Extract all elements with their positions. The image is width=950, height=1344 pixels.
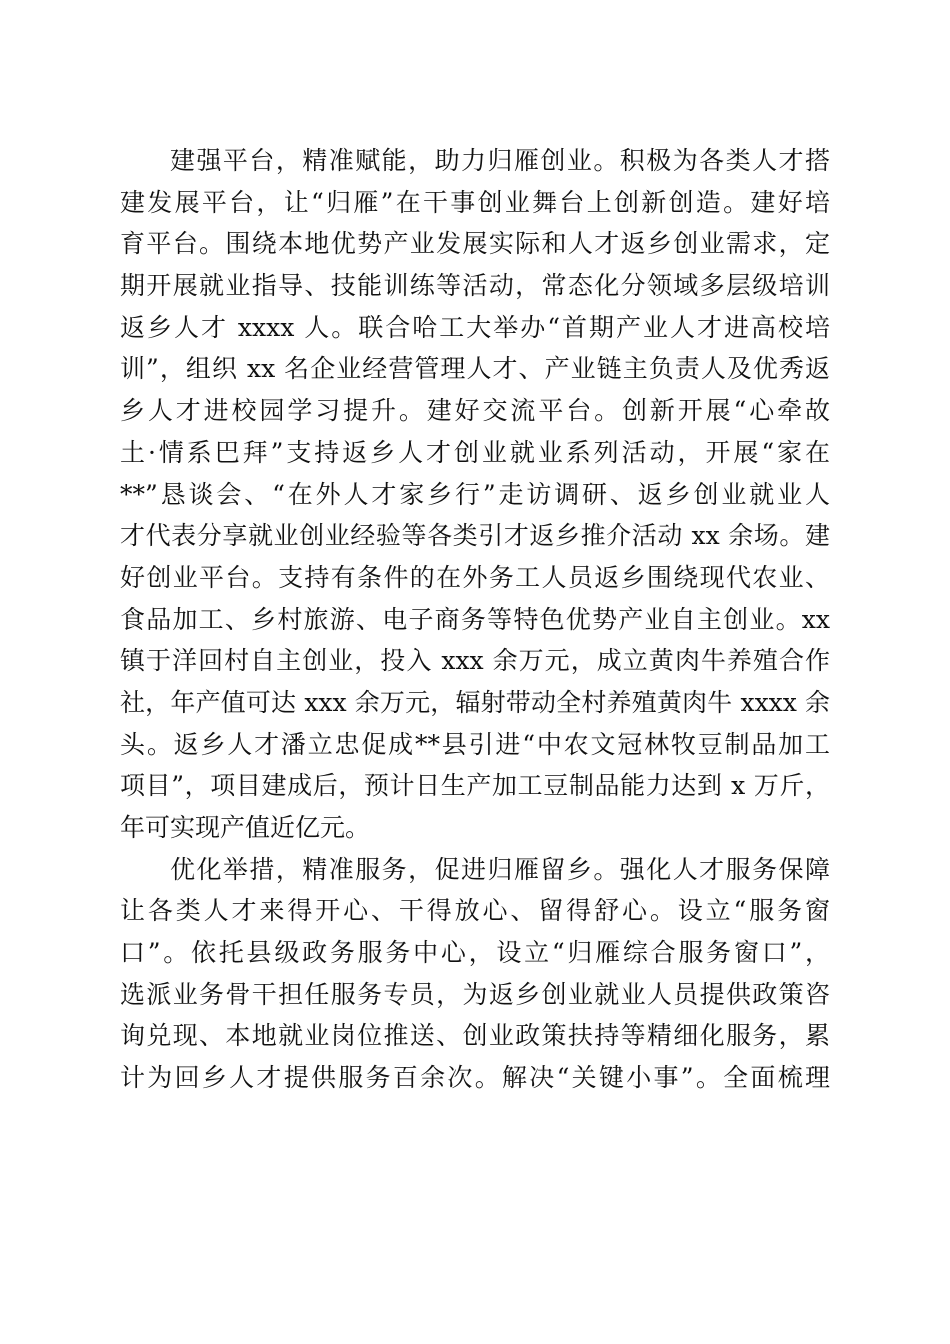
text-line: 好创业平台。支持有条件的在外务工人员返乡围绕现代农业、	[120, 562, 830, 592]
text-line: 镇于洋回村自主创业，投入 xxx 余万元，成立黄肉牛养殖合作	[120, 646, 830, 676]
text-line: 年可实现产值近亿元。	[120, 813, 371, 842]
text-line: 选派业务骨干担任服务专员，为返乡创业就业人员提供政策咨	[120, 979, 830, 1009]
text-line: 让各类人才来得开心、干得放心、留得舒心。设立“服务窗	[120, 896, 830, 926]
text-line: 询兑现、本地就业岗位推送、创业政策扶持等精细化服务，累	[120, 1021, 830, 1051]
text-line: 训”，组织 xx 名企业经营管理人才、产业链主负责人及优秀返	[120, 354, 830, 384]
text-line: **”恳谈会、“在外人才家乡行”走访调研、返乡创业就业人	[120, 479, 830, 509]
text-line: 期开展就业指导、技能训练等活动，常态化分领域多层级培训	[120, 271, 830, 301]
text-line: 头。返乡人才潘立忠促成**县引进“中农文冠林牧豆制品加工	[120, 729, 830, 759]
document-body	[120, 140, 830, 1099]
text-line: 项目”，项目建成后，预计日生产加工豆制品能力达到 x 万斤，	[120, 771, 830, 801]
text-line: 乡人才进校园学习提升。建好交流平台。创新开展“心牵故	[120, 396, 830, 426]
text-line: 口”。依托县级政务服务中心，设立“归雁综合服务窗口”，	[120, 938, 830, 968]
text-line: 建发展平台，让“归雁”在干事创业舞台上创新创造。建好培	[120, 187, 830, 217]
text-line: 计为回乡人才提供服务百余次。解决“关键小事”。全面梳理	[120, 1063, 830, 1093]
text-line: 才代表分享就业创业经验等各类引才返乡推介活动 xx 余场。建	[120, 521, 830, 551]
paragraph-build-platforms	[120, 140, 830, 849]
text-line: 社，年产值可达 xxx 余万元，辐射带动全村养殖黄肉牛 xxxx 余	[120, 687, 830, 717]
text-line: 食品加工、乡村旅游、电子商务等特色优势产业自主创业。xx	[120, 604, 830, 634]
text-line: 返乡人才 xxxx 人。联合哈工大举办“首期产业人才进高校培	[120, 312, 830, 342]
text-line: 优化举措，精准服务，促进归雁留乡。强化人才服务保障	[170, 854, 830, 884]
paragraph-optimize-services	[120, 849, 830, 1099]
text-line: 土·情系巴拜”支持返乡人才创业就业系列活动，开展“家在	[120, 437, 830, 467]
text-line: 建强平台，精准赋能，助力归雁创业。积极为各类人才搭	[170, 146, 830, 175]
text-line: 育平台。围绕本地优势产业发展实际和人才返乡创业需求，定	[120, 229, 830, 259]
